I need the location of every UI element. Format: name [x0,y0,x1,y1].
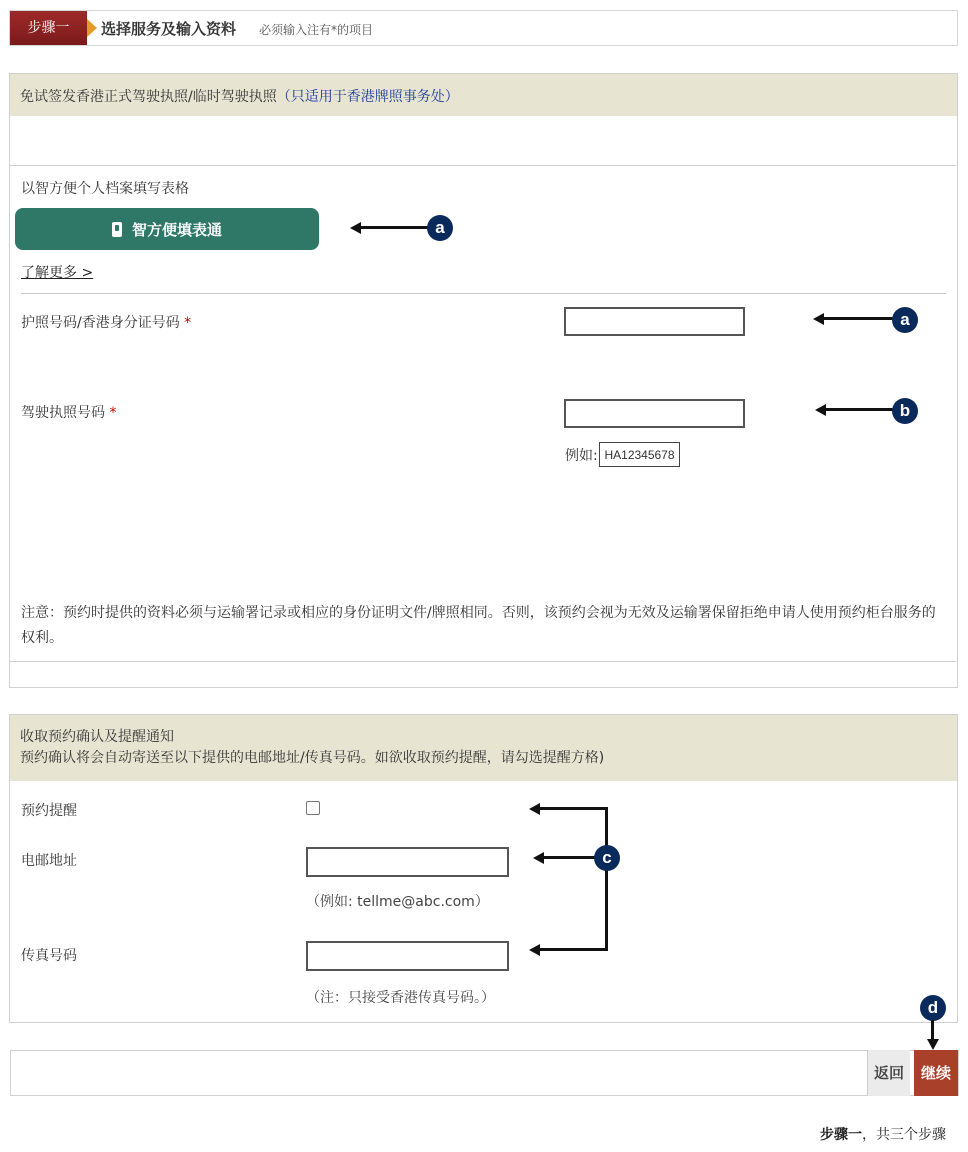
email-hint: （例如: tellme@abc.com） [306,894,489,910]
arrow-line [539,948,607,951]
id-number-label-text: 护照号码/香港身分证号码 [21,315,180,331]
marker-b-icon: b [892,398,918,424]
required-mark: * [109,405,117,421]
section-header [10,74,957,116]
email-label: 电邮地址 [21,853,77,869]
section-title [20,727,604,769]
section-header [10,715,957,781]
id-number-label [21,312,191,332]
step-progress-total: ，共三个步骤 [862,1127,946,1143]
required-mark: * [184,315,192,331]
arrow-line [543,856,595,859]
license-info-section [9,73,958,688]
fax-hint: （注：只接受香港传真号码。） [306,990,495,1006]
required-note: 必须输入注有*的项目 [259,23,374,37]
notification-subtitle: 预约确认将会自动寄送至以下提供的电邮地址/传真号码。如欲收取预约提醒，请勾选提醒方格) [20,750,605,766]
arrow-down-icon [927,1039,939,1050]
continue-button[interactable]: 继续 [914,1050,958,1096]
arrow-line [931,1020,934,1040]
action-bar [10,1050,959,1096]
arrow-line [539,807,607,810]
section-title [20,86,459,106]
reminder-label: 预约提醒 [21,803,77,819]
fax-input[interactable] [306,941,509,971]
example-value: HA12345678 [599,442,680,467]
step-progress-current: 步骤一 [820,1127,862,1143]
example-label: 例如: [565,448,598,464]
divider [21,293,946,294]
fax-label: 传真号码 [21,948,77,964]
notification-title: 收取预约确认及提醒通知 [20,729,174,745]
iam-smart-button[interactable] [15,208,319,250]
notification-section [9,714,958,1023]
back-button[interactable]: 返回 [867,1050,910,1096]
bracket-line [605,807,608,951]
id-number-input[interactable] [564,307,745,336]
email-input[interactable] [306,847,509,877]
reminder-checkbox[interactable] [306,801,320,815]
step-header [9,10,958,46]
marker-d-icon: d [920,995,946,1021]
license-number-label-text: 驾驶执照号码 [21,405,105,421]
office-link[interactable]: （只适用于香港牌照事务处） [276,89,459,105]
iam-smart-icon [112,222,122,237]
learn-more-link[interactable]: 了解更多 > [21,265,94,281]
step-badge: 步骤一 [10,11,87,45]
section-title-text: 免试签发香港正式驾驶执照/临时驾驶执照 [20,89,277,105]
marker-c-icon: c [594,845,620,871]
iam-smart-button-label: 智方便填表通 [131,220,222,239]
marker-a-icon: a [427,215,453,241]
notice-text: 注意：预约时提供的资料必须与运输署记录或相应的身份证明文件/牌照相同。否则，该预约会视为无效及运输署保留拒绝申请人使用预约柜台服务的权利。 [21,605,936,646]
step-title: 选择服务及输入资料 [101,20,237,38]
smart-fill-label: 以智方便个人档案填写表格 [21,181,189,197]
step-progress [820,1124,946,1144]
license-number-label [21,402,116,422]
arrow-line [823,317,893,320]
arrow-line [825,408,893,411]
license-number-input[interactable] [564,399,745,428]
step-arrow-icon [87,19,97,37]
arrow-line [360,226,428,229]
marker-a-icon: a [892,307,918,333]
